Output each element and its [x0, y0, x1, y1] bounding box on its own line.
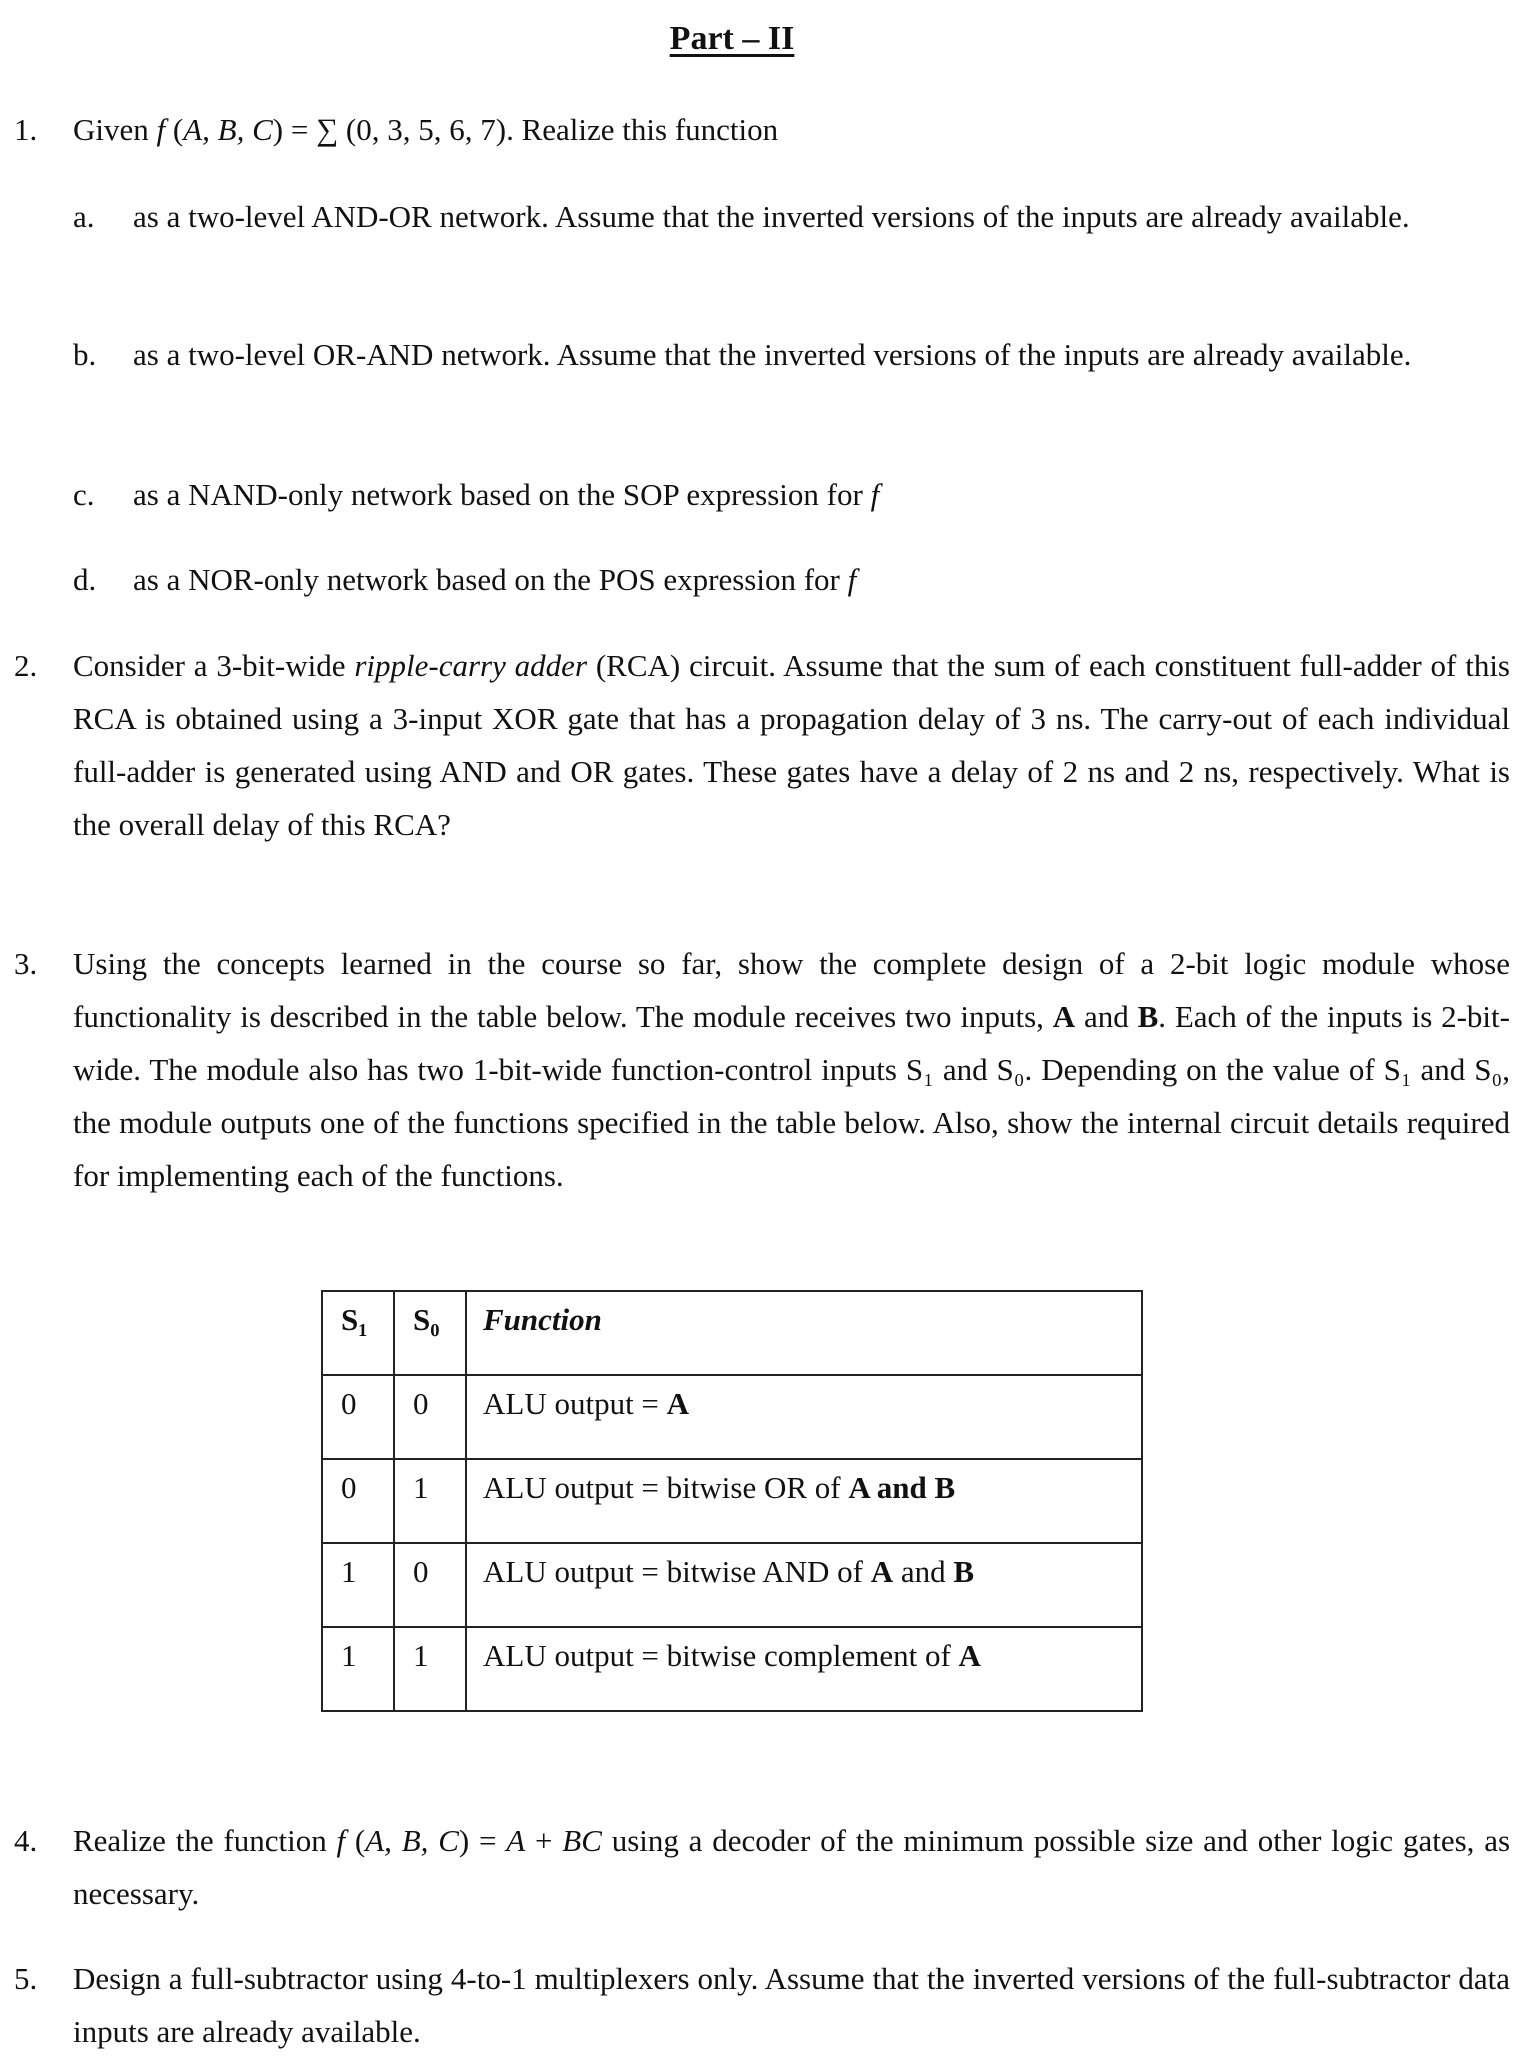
part-a-text: as a two-level AND-OR network. Assume that the inverted versions of the inputs are already available.	[133, 199, 1410, 234]
s1-cell: 0	[322, 1375, 394, 1459]
text-segment: Given	[73, 112, 157, 147]
text-segment: and	[1075, 999, 1138, 1034]
text-segment: ALU output = bitwise complement of	[483, 1638, 959, 1673]
text-segment: A, B, C	[183, 112, 273, 147]
table-row	[322, 1543, 1142, 1627]
header-s1: S₁	[322, 1291, 394, 1375]
s0-cell: 1	[394, 1627, 466, 1711]
text-segment: f	[156, 112, 166, 147]
s1-cell: 0	[322, 1459, 394, 1543]
text-segment: A and B	[848, 1470, 956, 1505]
function-cell	[466, 1459, 1142, 1543]
text-segment: BC	[562, 1823, 602, 1858]
text-segment: Consider a 3-bit-wide	[73, 648, 355, 683]
question-5-text	[73, 1952, 1510, 2058]
text-segment: (	[165, 112, 184, 147]
text-segment: A, B, C	[365, 1823, 459, 1858]
text-segment: ALU output = bitwise AND of	[483, 1554, 871, 1589]
part-d-body: as a NOR-only network based on the POS expression for	[133, 562, 848, 597]
table-row	[322, 1375, 1142, 1459]
part-b-text: as a two-level OR-AND network. Assume that the inverted versions of the inputs are already available.	[133, 337, 1412, 372]
s0-cell: 1	[394, 1459, 466, 1543]
question-2-text	[73, 639, 1510, 851]
table-row	[322, 1459, 1142, 1543]
question-number: 5.	[14, 1961, 38, 1996]
s1-cell: 1	[322, 1543, 394, 1627]
part-d-text	[133, 553, 1510, 606]
text-segment: A	[1052, 999, 1076, 1034]
question-4-text	[73, 1814, 1510, 1920]
text-segment: Realize the function	[73, 1823, 337, 1858]
text-segment: +	[525, 1823, 563, 1858]
text-segment: and	[893, 1554, 954, 1589]
header-s0: S₀	[394, 1291, 466, 1375]
function-cell	[466, 1543, 1142, 1627]
question-1-text	[73, 103, 1510, 156]
function-cell	[466, 1375, 1142, 1459]
question-3-text	[73, 937, 1510, 1202]
text-segment: A	[870, 1554, 894, 1589]
s1-cell: 1	[322, 1627, 394, 1711]
function-cell	[466, 1627, 1142, 1711]
text-segment: A	[958, 1638, 981, 1673]
text-segment: ALU output = bitwise OR of	[483, 1470, 849, 1505]
text-segment: (	[345, 1823, 366, 1858]
header-function: Function	[466, 1291, 1142, 1375]
text-segment: f	[336, 1823, 346, 1858]
question-number: 1.	[14, 112, 38, 147]
part-label: d.	[73, 562, 97, 597]
text-segment: Design a full-subtractor using 4-to-1 multiplexers only. Assume that the inverted versions of the full-subtractor data inputs are already available.	[73, 1961, 1510, 2049]
question-number: 2.	[14, 648, 38, 683]
table-row	[322, 1627, 1142, 1711]
part-label: a.	[73, 199, 95, 234]
part-label: b.	[73, 337, 97, 372]
table-header-row	[322, 1291, 1142, 1375]
text-segment: ALU output =	[483, 1386, 667, 1421]
text-segment: ripple-carry adder	[354, 648, 588, 683]
text-segment: B	[1137, 999, 1159, 1034]
part-c-text	[133, 468, 1510, 521]
text-segment: ) = ∑ (0, 3, 5, 6, 7). Realize this function	[272, 112, 779, 147]
function-symbol: f	[870, 477, 880, 512]
s0-cell: 0	[394, 1375, 466, 1459]
text-segment: using a decoder of the minimum possible size and other logic gates, as necessary.	[73, 1823, 1511, 1911]
text-segment: Using the concepts learned in the course so far, show the complete design of a 2-bit logic module whose functionality is described in the table below. The module receives two inputs,	[73, 946, 1510, 1034]
text-segment: ) =	[458, 1823, 507, 1858]
text-segment: A	[506, 1823, 526, 1858]
text-segment: . Each of the inputs is 2-bit-wide. The module also has two 1-bit-wide function-control inputs S₁ and S₀. Depending on the value of S₁ and S₀, the module outputs one of the functions specified in the table below. Also, show the internal circuit details required for implementing each of the functions.	[73, 999, 1510, 1193]
question-number: 4.	[14, 1823, 38, 1858]
text-segment: A	[666, 1386, 690, 1421]
s0-cell: 0	[394, 1543, 466, 1627]
question-number: 3.	[14, 946, 38, 981]
text-segment: (RCA) circuit. Assume that the sum of each constituent full-adder of this RCA is obtained using a 3-input XOR gate that has a propagation delay of 3 ns. The carry-out of each individual full-adder is generated using AND and OR gates. These gates have a delay of 2 ns and 2 ns, respectively. What is the overall delay of this RCA?	[73, 648, 1511, 842]
part-c-body: as a NAND-only network based on the SOP expression for	[133, 477, 871, 512]
function-symbol: f	[847, 562, 857, 597]
text-segment: B	[953, 1554, 975, 1589]
page-title: Part – II	[669, 20, 795, 57]
function-table	[321, 1290, 1143, 1712]
part-label: c.	[73, 477, 95, 512]
